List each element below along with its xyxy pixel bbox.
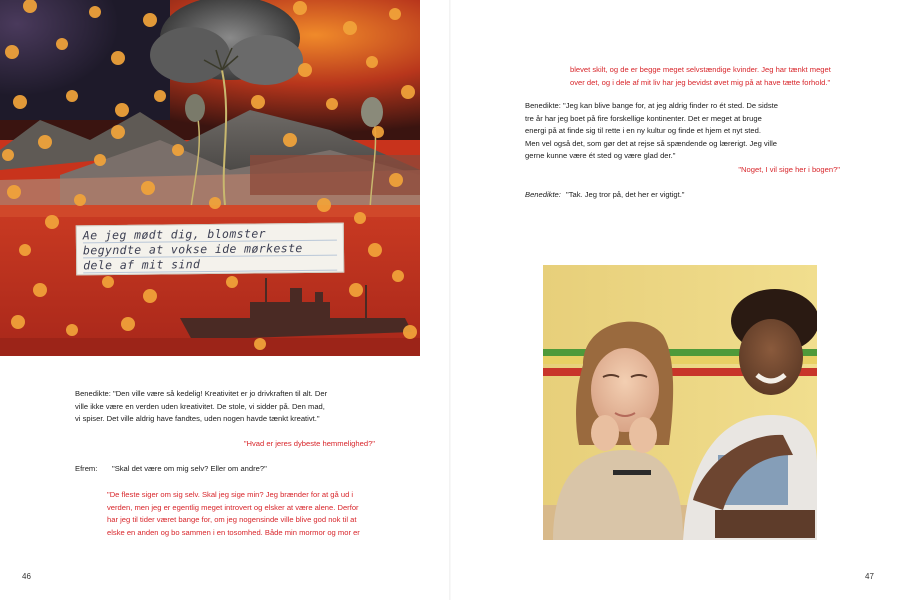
answer-line: "De fleste siger om sig selv. Skal jeg sige min? Jeg brænder for at gå ud i: [107, 490, 354, 499]
paragraph-line: ville ikke være en verden uden kreativitet. De stole, vi sidder på. Den mad,: [75, 401, 325, 411]
paragraph-line: energi på at finde sig til rette i en ny kultur og finde et hjem et nyt sted.: [525, 126, 761, 135]
answer-line: verden, men jeg er egentlig meget introvert og elsker at være alene. Derfor: [107, 502, 359, 512]
paragraph-line: tre år har jeg boet på fire forskellige kontinenter. Det er meget at bruge: [525, 113, 762, 123]
note-line-1: Ae jeg mødt dig, blomster: [83, 226, 337, 244]
speaker-label: Efrem:: [75, 464, 98, 473]
page-gutter: [449, 0, 451, 600]
page-number-right: 47: [865, 572, 874, 581]
speaker-label: Benedikte:: [525, 190, 561, 199]
handwritten-note: [76, 223, 345, 276]
page-number-left: 46: [22, 572, 31, 581]
note-line-3: dele af mit sind: [83, 256, 337, 274]
paragraph-line: vi spiser. Det ville aldrig have fandtes, uden nogen havde tænkt kreativt.": [75, 414, 320, 423]
paragraph-line: Benedikte: "Den ville være så kedelig! Kreativitet er jo drivkraften til alt. Der: [75, 389, 328, 398]
note-line-2: begyndte at vokse ide mørkeste: [83, 241, 337, 259]
answer-line: blevet skilt, og de er begge meget selvstændige kvinder. Jeg har tænkt meget: [570, 65, 831, 74]
paragraph-line: Benedikte: "Jeg kan blive bange for, at jeg aldrig finder ro ét sted. De sidste: [525, 101, 779, 110]
question-line: "Noget, I vil sige her i bogen?": [738, 165, 840, 174]
paragraph-line: gerne kunne være ét sted og være glad der.": [525, 151, 676, 160]
answer-line: har jeg til tider været bange for, om jeg nogensinde ville blive god nok til at: [107, 515, 357, 524]
paragraph-line: "Tak. Jeg tror på, det her er vigtigt.": [566, 190, 685, 199]
portrait-illustration: [543, 265, 817, 540]
answer-line: over det, og i dele af mit liv har jeg bevidst øvet mig på at have tætte forhold.": [570, 77, 831, 87]
paragraph-line: "Skal det være om mig selv? Eller om andre?": [112, 464, 267, 473]
question-line: "Hvad er jeres dybeste hemmelighed?": [243, 439, 375, 448]
paragraph-line: Men vel også det, som gør det at rejse så spændende og lærerigt. Jeg ville: [525, 138, 777, 148]
answer-line: elske en anden og bo sammen i en tosomhed. Både min mormor og mor er: [107, 527, 360, 537]
collage-artwork: [0, 0, 420, 356]
collage-illustration: [0, 0, 420, 356]
portrait-photo: [543, 265, 817, 540]
